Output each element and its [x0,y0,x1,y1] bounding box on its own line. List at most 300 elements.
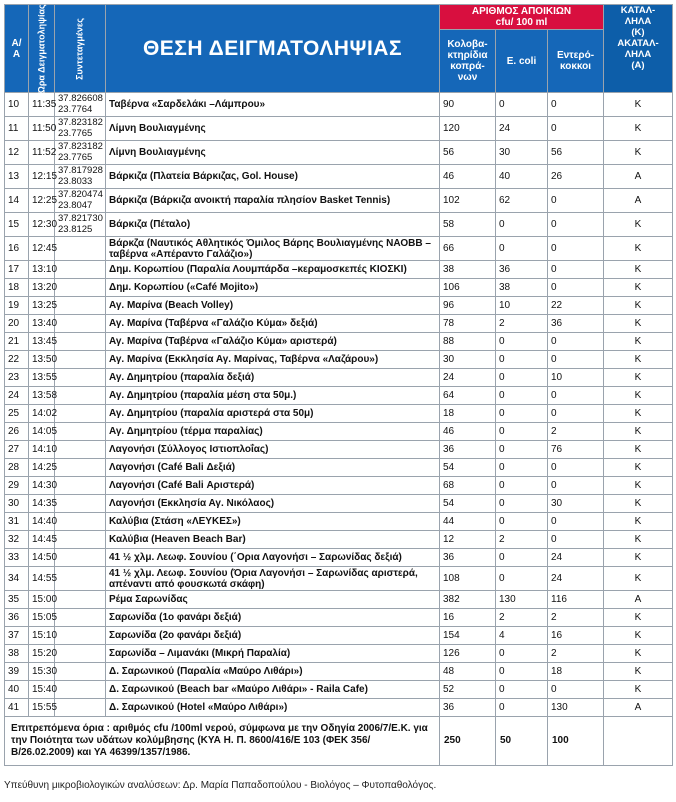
enterococci-count: 0 [548,477,604,495]
ecoli-count: 0 [496,513,548,531]
sample-time: 11:35 [29,93,55,117]
classification: Κ [604,369,673,387]
classification: Κ [604,141,673,165]
row-number: 32 [5,531,29,549]
table-row [5,369,673,387]
classification: Κ [604,237,673,261]
sampling-location: 41 ½ χλμ. Λεωφ. Σουνίου (Όρια Λαγονήσι – Σαρωνίδας αριστερά, απέναντι από φουσκωτά σκάφη) [106,567,440,591]
ecoli-count: 0 [496,213,548,237]
enterococci-count: 56 [548,141,604,165]
ecoli-count: 0 [496,459,548,477]
sample-time: 15:30 [29,663,55,681]
table-row [5,591,673,609]
coordinates [55,477,106,495]
coliform-count: 36 [440,699,496,717]
row-number: 14 [5,189,29,213]
coordinates [55,315,106,333]
classification: Κ [604,297,673,315]
sample-time: 12:30 [29,213,55,237]
enterococci-count: 26 [548,165,604,189]
enterococci-count: 2 [548,645,604,663]
sampling-location: Βάρκζα (Ναυτικός Αθλητικός Όμιλος Βάρης Βουλιαγμένης ΝΑΟΒΒ – ταβέρνα «Απέραντο Γαλάζιο») [106,237,440,261]
row-number: 41 [5,699,29,717]
ecoli-count: 40 [496,165,548,189]
table-row [5,297,673,315]
limit-classification [604,717,673,766]
coordinates [55,531,106,549]
signature-line: Υπεύθυνη μικροβιολογικών αναλύσεων: Δρ. Μαρία Παπαδοπούλου - Βιολόγος – Φυτοπαθολόγος. [4,780,437,791]
ecoli-count: 0 [496,405,548,423]
sample-time: 14:02 [29,405,55,423]
sample-time: 15:20 [29,645,55,663]
classification-header: ΚΑΤΑΛ- ΛΗΛΑ (Κ) ΑΚΑΤΑΛ- ΛΗΛΑ (Α) [604,5,673,93]
sample-time: 13:40 [29,315,55,333]
coliform-count: 16 [440,609,496,627]
sample-time: 15:10 [29,627,55,645]
latitude: 37.821730 [58,213,103,224]
row-number: 15 [5,213,29,237]
location-header: ΘΕΣΗ ΔΕΙΓΜΑΤΟΛΗΨΙΑΣ [106,5,440,93]
ecoli-count: 0 [496,93,548,117]
latitude: 37.823182 [58,141,103,152]
sample-time: 15:55 [29,699,55,717]
classification: Κ [604,261,673,279]
enterococci-count: 0 [548,237,604,261]
enterococci-count: 2 [548,609,604,627]
classification: Κ [604,117,673,141]
sample-time: 14:05 [29,423,55,441]
latitude: 37.823182 [58,117,103,128]
ecoli-count: 0 [496,387,548,405]
coordinates [55,237,106,261]
table-row [5,117,673,141]
row-number: 38 [5,645,29,663]
ecoli-count: 0 [496,333,548,351]
coordinates [55,117,106,141]
table-row [5,213,673,237]
classification: Α [604,165,673,189]
row-number: 12 [5,141,29,165]
classification: Κ [604,531,673,549]
coordinates [55,189,106,213]
table-row [5,351,673,369]
ecoli-header: E. coli [496,30,548,93]
limit-enterococci: 100 [548,717,604,766]
coliform-count: 90 [440,93,496,117]
sample-time: 15:00 [29,591,55,609]
coliform-count: 54 [440,495,496,513]
limits-note: Επιτρεπόμενα όρια : αριθμός cfu /100ml νερού, σύμφωνα με την Οδηγία 2006/7/Ε.Κ. για την Ποιότητα των υδάτων κολύμβησης (ΚΥΑ Η. Π. 8600/416/Ε 103 (ΦΕΚ 356/Β/26.02.2009) και ΥΑ 46399/1357/1986. [5,717,440,766]
ecoli-count: 0 [496,663,548,681]
table-row [5,93,673,117]
sampling-location: Δ. Σαρωνικού (Beach bar «Μαύρο Λιθάρι» - Raila Cafe) [106,681,440,699]
classification: Κ [604,93,673,117]
coliform-count: 54 [440,459,496,477]
sample-time: 13:58 [29,387,55,405]
coliform-count: 44 [440,513,496,531]
coliform-count: 46 [440,423,496,441]
enterococci-count: 0 [548,93,604,117]
table-row [5,663,673,681]
ecoli-count: 0 [496,351,548,369]
latitude: 37.826608 [58,93,103,104]
table-row [5,189,673,213]
classification: Κ [604,495,673,513]
row-number: 11 [5,117,29,141]
enterococci-count: 0 [548,531,604,549]
classification: Α [604,591,673,609]
ecoli-count: 0 [496,699,548,717]
table-row [5,699,673,717]
limit-coliform: 250 [440,717,496,766]
sampling-location: Αγ. Δημητρίου (παραλία μέση στα 50μ.) [106,387,440,405]
ecoli-count: 24 [496,117,548,141]
coordinates [55,213,106,237]
row-number: 10 [5,93,29,117]
row-number: 29 [5,477,29,495]
longitude: 23.7765 [58,151,93,163]
sample-time: 12:15 [29,165,55,189]
coliform-count: 56 [440,141,496,165]
classification: Κ [604,213,673,237]
longitude: 23.8033 [58,175,93,187]
sampling-location: Καλύβια (Στάση «ΛΕΥΚΕΣ») [106,513,440,531]
coliform-count: 36 [440,549,496,567]
row-number: 28 [5,459,29,477]
ecoli-count: 10 [496,297,548,315]
row-number: 36 [5,609,29,627]
coordinates [55,141,106,165]
coliform-count: 66 [440,237,496,261]
row-number: 22 [5,351,29,369]
row-number: 16 [5,237,29,261]
sampling-location: Σαρωνίδα – Λιμανάκι (Μικρή Παραλία) [106,645,440,663]
table-row [5,333,673,351]
coliform-count: 48 [440,663,496,681]
coliform-count: 108 [440,567,496,591]
ecoli-count: 0 [496,567,548,591]
latitude: 37.820474 [58,189,103,200]
coliform-count: 68 [440,477,496,495]
row-number: 17 [5,261,29,279]
classification: Κ [604,567,673,591]
sample-time: 11:50 [29,117,55,141]
enterococci-count: 0 [548,387,604,405]
table-row [5,387,673,405]
enterococci-count: 22 [548,297,604,315]
row-number: 13 [5,165,29,189]
classification: Κ [604,387,673,405]
table-row [5,459,673,477]
coordinates [55,261,106,279]
sampling-location: Λαγονήσι (Café Bali Δεξιά) [106,459,440,477]
aa-header: Α/Α [5,5,29,93]
ecoli-count: 130 [496,591,548,609]
table-row [5,495,673,513]
enterococci-count: 0 [548,279,604,297]
sampling-location: Δ. Σαρωνικού (Παραλία «Μαύρο Λιθάρι») [106,663,440,681]
sampling-location: Αγ. Δημητρίου (παραλία δεξιά) [106,369,440,387]
table-row [5,405,673,423]
ecoli-count: 0 [496,477,548,495]
coordinates [55,405,106,423]
ecoli-count: 2 [496,531,548,549]
coordinates [55,279,106,297]
enterococci-count: 24 [548,567,604,591]
enterococci-count: 30 [548,495,604,513]
coordinates [55,387,106,405]
sample-time: 13:45 [29,333,55,351]
coliform-count: 88 [440,333,496,351]
table-row [5,315,673,333]
row-number: 40 [5,681,29,699]
enterococci-count: 2 [548,423,604,441]
coordinates [55,513,106,531]
sampling-location: Βάρκιζα (Βάρκιζα ανοικτή παραλία πλησίον Basket Tennis) [106,189,440,213]
ecoli-count: 30 [496,141,548,165]
row-number: 23 [5,369,29,387]
latitude: 37.817928 [58,165,103,176]
sampling-location: Λαγονήσι (Σύλλογος Ιστιοπλοΐας) [106,441,440,459]
sample-time: 15:40 [29,681,55,699]
sampling-location: Ταβέρνα «Σαρδελάκι –Λάμπρου» [106,93,440,117]
coordinates [55,549,106,567]
colony-count-header: ΑΡΙΘΜΟΣ ΑΠΟΙΚΙΩΝ cfu/ 100 ml [440,5,604,30]
coordinates [55,351,106,369]
coordinates [55,423,106,441]
table-row [5,477,673,495]
enterococci-count: 0 [548,459,604,477]
row-number: 27 [5,441,29,459]
enterococci-count: 0 [548,681,604,699]
coordinates [55,369,106,387]
sampling-location: Σαρωνίδα (2ο φανάρι δεξιά) [106,627,440,645]
longitude: 23.7764 [58,103,93,115]
table-row [5,423,673,441]
sample-time: 13:55 [29,369,55,387]
coordinates [55,297,106,315]
ecoli-count: 0 [496,495,548,513]
coordinates [55,681,106,699]
limits-row [5,717,673,766]
classification: Κ [604,405,673,423]
sample-time: 14:45 [29,531,55,549]
coliform-count: 30 [440,351,496,369]
sampling-location: 41 ½ χλμ. Λεωφ. Σουνίου (΄Ορια Λαγονήσι – Σαρωνίδας δεξιά) [106,549,440,567]
coliform-header: Κολοβα-κτηρίδια κοπρά-νων [440,30,496,93]
coliform-count: 64 [440,387,496,405]
row-number: 37 [5,627,29,645]
table-row [5,609,673,627]
sampling-location: Αγ. Μαρίνα (Εκκλησία Αγ. Μαρίνας, Ταβέρνα «Λαζάρου») [106,351,440,369]
ecoli-count: 36 [496,261,548,279]
sampling-location: Βάρκιζα (Πέταλο) [106,213,440,237]
enterococci-count: 0 [548,189,604,213]
coliform-count: 58 [440,213,496,237]
table-row [5,279,673,297]
classification: Κ [604,441,673,459]
sample-time: 14:40 [29,513,55,531]
sampling-location: Αγ. Μαρίνα (Ταβέρνα «Γαλάζιο Κύμα» αριστερά) [106,333,440,351]
ecoli-count: 2 [496,609,548,627]
sampling-location: Αγ. Μαρίνα (Ταβέρνα «Γαλάζιο Κύμα» δεξιά) [106,315,440,333]
table-row [5,531,673,549]
coliform-count: 382 [440,591,496,609]
sample-time: 11:52 [29,141,55,165]
row-number: 19 [5,297,29,315]
enterococci-count: 0 [548,513,604,531]
table-row [5,237,673,261]
table-row [5,261,673,279]
enterococci-header: Εντερό-κοκκοι [548,30,604,93]
coliform-count: 24 [440,369,496,387]
coordinates [55,93,106,117]
classification: Κ [604,477,673,495]
classification: Κ [604,663,673,681]
classification: Κ [604,609,673,627]
sampling-location: Λίμνη Βουλιαγμένης [106,141,440,165]
sample-time: 13:50 [29,351,55,369]
row-number: 33 [5,549,29,567]
classification: Κ [604,549,673,567]
classification: Κ [604,627,673,645]
table-row [5,141,673,165]
sampling-location: Ρέμα Σαρωνίδας [106,591,440,609]
table-row [5,645,673,663]
ecoli-count: 0 [496,645,548,663]
coliform-count: 102 [440,189,496,213]
sample-time: 15:05 [29,609,55,627]
coordinates [55,591,106,609]
coliform-count: 96 [440,297,496,315]
row-number: 20 [5,315,29,333]
coliform-count: 52 [440,681,496,699]
ecoli-count: 0 [496,423,548,441]
table-row [5,549,673,567]
coordinates [55,459,106,477]
enterococci-count: 0 [548,333,604,351]
longitude: 23.8125 [58,223,93,235]
enterococci-count: 76 [548,441,604,459]
sampling-location: Αγ. Δημητρίου (παραλία αριστερά στα 50μ) [106,405,440,423]
coordinates [55,663,106,681]
ecoli-count: 0 [496,441,548,459]
coliform-count: 120 [440,117,496,141]
classification: Κ [604,645,673,663]
ecoli-count: 38 [496,279,548,297]
results-body [5,93,673,717]
coordinates [55,333,106,351]
coordinates [55,441,106,459]
classification: Κ [604,459,673,477]
sampling-location: Καλύβια (Heaven Beach Bar) [106,531,440,549]
longitude: 23.7765 [58,127,93,139]
sampling-location: Αγ. Δημητρίου (τέρμα παραλίας) [106,423,440,441]
sample-time: 14:25 [29,459,55,477]
row-number: 34 [5,567,29,591]
row-number: 30 [5,495,29,513]
time-header: Ώρα Δειγματοληψίας [29,5,55,93]
sample-time: 14:30 [29,477,55,495]
coordinates [55,567,106,591]
coliform-count: 38 [440,261,496,279]
sample-time: 12:25 [29,189,55,213]
coliform-count: 78 [440,315,496,333]
classification: Κ [604,315,673,333]
enterococci-count: 0 [548,213,604,237]
coliform-count: 126 [440,645,496,663]
sampling-location: Λαγονήσι (Café Bali Αριστερά) [106,477,440,495]
table-row [5,567,673,591]
row-number: 26 [5,423,29,441]
ecoli-count: 0 [496,681,548,699]
classification: Κ [604,423,673,441]
enterococci-count: 0 [548,261,604,279]
sample-time: 14:10 [29,441,55,459]
classification: Α [604,699,673,717]
enterococci-count: 0 [548,351,604,369]
row-number: 39 [5,663,29,681]
sample-time: 14:35 [29,495,55,513]
row-number: 24 [5,387,29,405]
coordinates [55,609,106,627]
table-row [5,513,673,531]
sampling-location: Σαρωνίδα (1ο φανάρι δεξιά) [106,609,440,627]
sampling-location: Δ. Σαρωνικού (Hotel «Μαύρο Λιθάρι») [106,699,440,717]
enterococci-count: 10 [548,369,604,387]
enterococci-count: 36 [548,315,604,333]
classification: Κ [604,513,673,531]
enterococci-count: 116 [548,591,604,609]
longitude: 23.8047 [58,199,93,211]
row-number: 21 [5,333,29,351]
ecoli-count: 4 [496,627,548,645]
enterococci-count: 16 [548,627,604,645]
row-number: 18 [5,279,29,297]
coliform-count: 12 [440,531,496,549]
results-table [4,4,673,766]
row-number: 25 [5,405,29,423]
coordinates [55,627,106,645]
enterococci-count: 24 [548,549,604,567]
classification: Κ [604,351,673,369]
coliform-count: 154 [440,627,496,645]
coliform-count: 18 [440,405,496,423]
sample-time: 13:10 [29,261,55,279]
coliform-count: 36 [440,441,496,459]
sample-time: 13:20 [29,279,55,297]
coordinates [55,645,106,663]
limit-ecoli: 50 [496,717,548,766]
classification: Κ [604,681,673,699]
coliform-count: 46 [440,165,496,189]
enterococci-count: 18 [548,663,604,681]
sampling-location: Λαγονήσι (Εκκλησία Αγ. Νικόλαος) [106,495,440,513]
ecoli-count: 0 [496,369,548,387]
ecoli-count: 62 [496,189,548,213]
sampling-location: Δημ. Κορωπίου (Παραλία Λουμπάρδα –κεραμοσκεπές ΚΙΟΣΚΙ) [106,261,440,279]
table-row [5,681,673,699]
enterococci-count: 0 [548,405,604,423]
coordinates [55,699,106,717]
sample-time: 14:55 [29,567,55,591]
classification: Κ [604,333,673,351]
classification: Α [604,189,673,213]
sample-time: 13:25 [29,297,55,315]
coords-header: Συντεταγμένες [55,5,106,93]
table-row [5,441,673,459]
sample-time: 14:50 [29,549,55,567]
